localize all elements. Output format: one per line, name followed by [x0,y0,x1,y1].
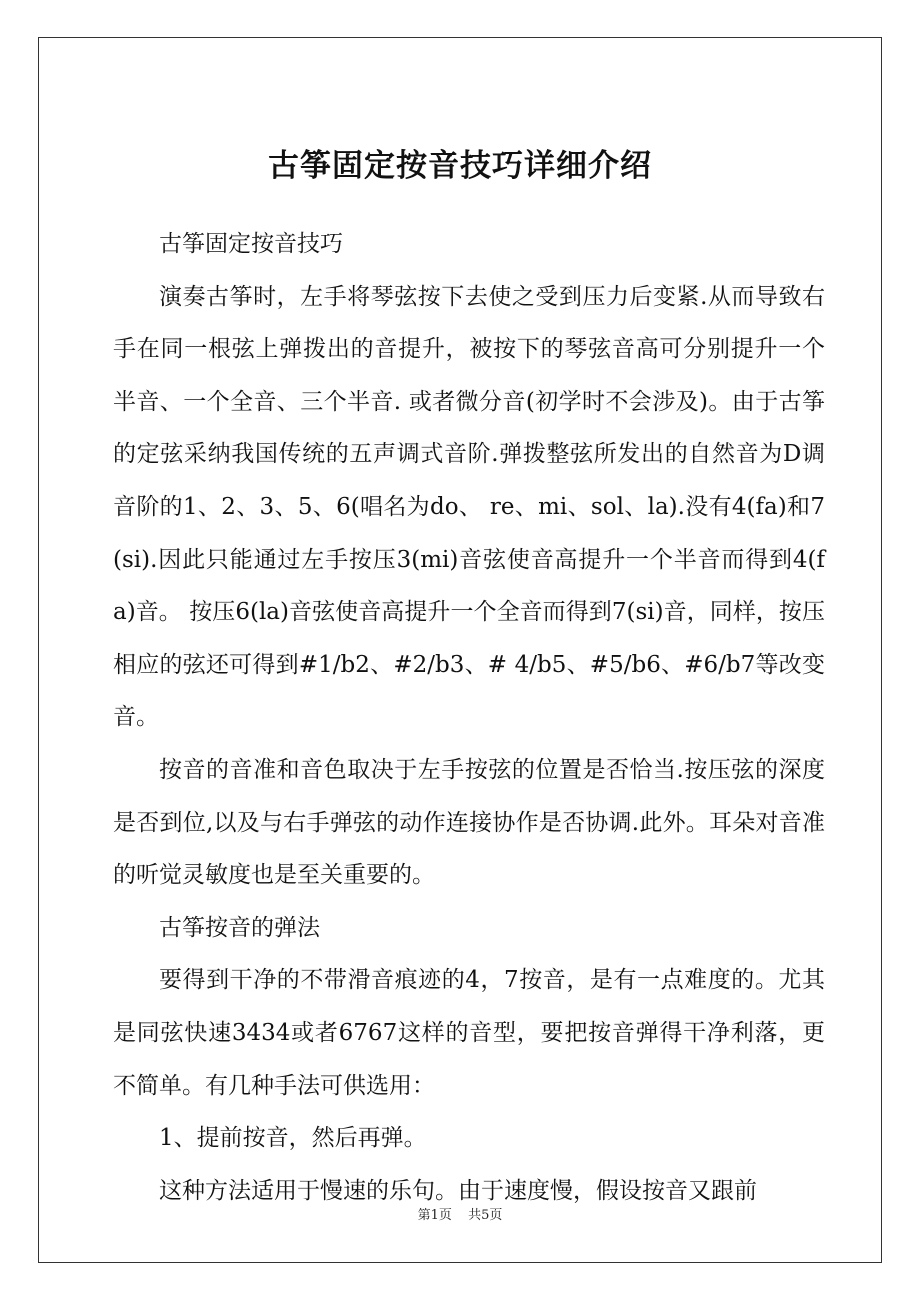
document-title: 古筝固定按音技巧详细介绍 [268,148,652,184]
page-total: 共5页 [468,1208,503,1223]
body-paragraph: 这种方法适用于慢速的乐句。由于速度慢，假设按音又跟前 [159,1177,757,1204]
list-item: 1、提前按音，然后再弹。 [159,1125,427,1152]
section-heading: 古筝固定按音技巧 [159,231,343,257]
section-heading: 古筝按音的弹法 [159,914,320,941]
page-footer [0,1206,920,1226]
body-paragraph: 按音的音准和音色取决于左手按弦的位置是否恰当.按压弦的深度是否到位,以及与右手弹弦的动作连接协作是否协调.此外。耳朵对音准的听觉灵敏度也是至关重要的。 [113,756,825,889]
body-paragraph: 演奏古筝时，左手将琴弦按下去使之受到压力后变紧.从而导致右手在同一根弦上弹拨出的音提升，被按下的琴弦音高可分别提升一个半音、一个全音、三个半音. 或者微分音(初学时不会涉及)。由于古筝的定弦采纳我国传统的五声调式音阶.弹拨整弦所发出的自然音为D调音阶的1、2、3、5、6(唱名为do、 re、mi、sol、la).没有4(fa)和7(si).因此只能通过左手按压3(mi)音弦使音高提升一个半音而得到4(fa)音。 按压6(la)音弦使音高提升一个全音而得到7(si)音，同样，按压相应的弦还可得到#1/b2、#2/b3、# 4/b5、#5/b6、#6/b7等改变音。 [113,283,825,731]
page-number: 第1页 [417,1208,452,1223]
document-body [113,218,825,1217]
body-paragraph: 要得到干净的不带滑音痕迹的4，7按音，是有一点难度的。尤其是同弦快速3434或者6767这样的音型，要把按音弹得干净利落，更不简单。有几种手法可供选用： [113,967,825,1099]
